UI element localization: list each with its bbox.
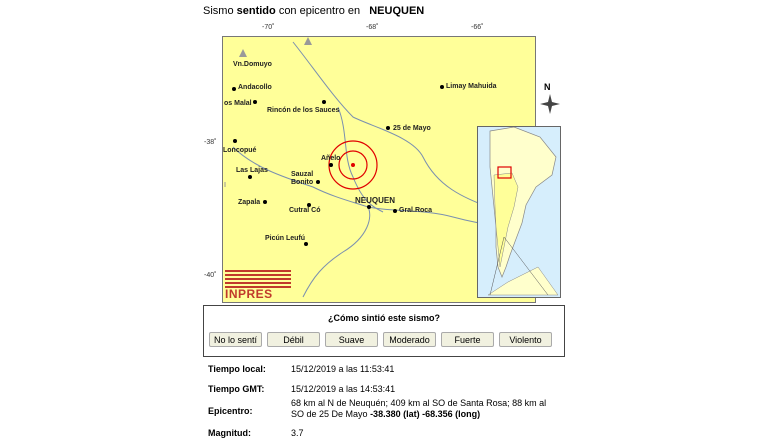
city-gral-roca: Gral.Roca	[399, 207, 433, 214]
compass-rose-icon	[540, 94, 560, 114]
suave-button[interactable]: Suave	[325, 332, 378, 347]
city-andacollo: Andacollo	[238, 84, 272, 91]
no-lo-senti-button[interactable]: No lo sentí	[209, 332, 262, 347]
city-rincon-de-los-sauces: Rincón de los Sauces	[267, 107, 340, 114]
city-zapala: Zapala	[238, 199, 261, 206]
header-place: NEUQUEN	[369, 5, 425, 17]
inset-south-america-map	[477, 126, 561, 298]
violento-button[interactable]: Violento	[499, 332, 552, 347]
tick-lat-38: -38˚	[204, 139, 217, 146]
magnitude-value: 3.7	[291, 428, 304, 438]
city-dot	[440, 85, 444, 89]
header-prefix: Sismo	[203, 5, 234, 17]
tick-lon-68: -68˚	[366, 24, 379, 31]
city-las-lajas: Las Lajas	[236, 167, 268, 174]
city-dot	[393, 209, 397, 213]
local-time-value: 15/12/2019 a las 11:53:41	[291, 364, 395, 374]
city-picun-leufu: Picún Leufú	[265, 235, 306, 242]
tick-lat-40: -40˚	[204, 272, 217, 279]
epicenter-lon: -68.356 (long)	[422, 409, 481, 419]
debil-button[interactable]: Débil	[267, 332, 320, 347]
epicenter-text: 68 km al N de Neuquén; 409 km al SO de Santa Rosa; 88 km al SO de 25 De Mayo	[291, 398, 547, 419]
city-dot	[304, 242, 308, 246]
city-dot	[367, 205, 371, 209]
city-loncopue: Loncopué	[223, 147, 257, 154]
fuerte-button[interactable]: Fuerte	[441, 332, 494, 347]
moderado-button[interactable]: Moderado	[383, 332, 436, 347]
feedback-question: ¿Cómo sintió este sismo?	[327, 313, 441, 323]
city-chos-malal: os Malal	[224, 100, 252, 107]
gmt-time-label: Tiempo GMT:	[208, 384, 265, 394]
city-dot	[248, 175, 252, 179]
city-dot	[386, 126, 390, 130]
city-dot	[253, 100, 257, 104]
epicenter-lat: -38.380 (lat)	[370, 409, 420, 419]
city-vn-domuyo: Vn.Domuyo	[233, 61, 272, 68]
inpres-logo	[225, 267, 291, 300]
city-cutral-co: Cutral Có	[289, 207, 321, 214]
city-neuquen: NEUQUEN	[355, 196, 396, 205]
gmt-time-value: 15/12/2019 a las 14:53:41	[291, 384, 396, 394]
inpres-logo-text: INPRES	[225, 287, 273, 301]
tick-lon-66: -66˚	[471, 24, 484, 31]
magnitude-label: Magnitud:	[208, 428, 251, 438]
city-sauzal-bonito: Sauzal Bonito	[291, 171, 314, 186]
city-anelo: Añelo	[321, 155, 341, 162]
city-limay-mahuida: Limay Mahuida	[446, 83, 497, 90]
epicenter-label: Epicentro:	[208, 406, 253, 416]
epicenter-value	[291, 398, 556, 420]
tick-lon-70: -70˚	[262, 24, 275, 31]
local-time-label: Tiempo local:	[208, 364, 266, 374]
city-25-de-mayo: 25 de Mayo	[393, 125, 431, 132]
north-label: N	[544, 82, 551, 92]
city-dot	[322, 100, 326, 104]
city-dot	[329, 163, 333, 167]
inset-map-drawing	[478, 127, 560, 297]
city-dot	[233, 139, 237, 143]
header-bold: sentido	[236, 5, 276, 17]
feedback-buttons	[209, 332, 552, 347]
city-dot	[263, 200, 267, 204]
feedback-panel	[203, 305, 565, 357]
city-dot	[232, 87, 236, 91]
inpres-logo-mark	[225, 267, 291, 289]
header-middle: con epicentro en	[278, 5, 361, 17]
